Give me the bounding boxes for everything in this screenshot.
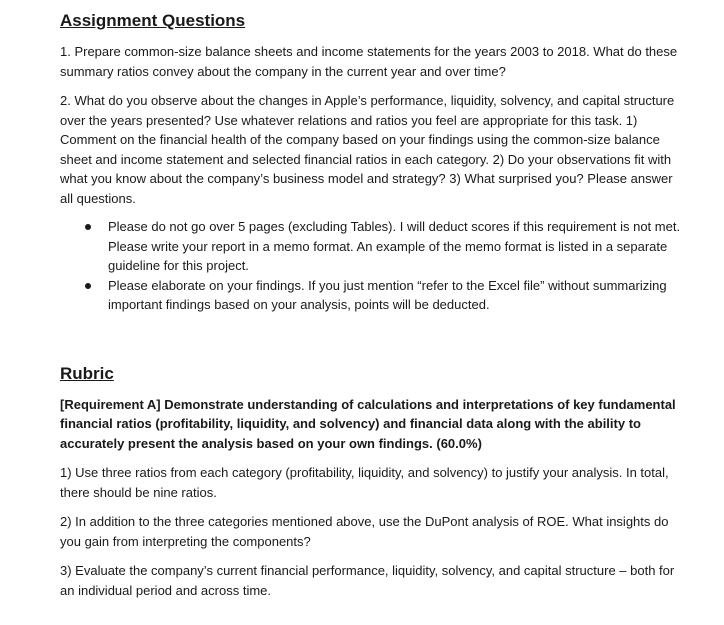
rubric-heading: Rubric (60, 363, 114, 383)
bullet-item-elaborate-findings: Please elaborate on your findings. If you just mention “refer to the Excel file” without summarizing important findings based on your analysis, points will be deducted. (60, 276, 684, 315)
rubric-item-1: 1) Use three ratios from each category (profitability, liquidity, and solvency) to justify your analysis. In total, there should be nine ratios. (60, 465, 669, 500)
rubric-item-2: 2) In addition to the three categories mentioned above, use the DuPont analysis of ROE. What insights do you gain from interpreting the components? (60, 514, 669, 549)
question-2: 2. What do you observe about the changes in Apple’s performance, liquidity, solvency, and capital structure over the years presented? Use whatever relations and ratios you feel are appropriate for this task. 1) Comment on the financial health of the company based on your findings using the common-size balance sheet and income statement and selected financial ratios in each category. 2) Do your observations fit with what you know about the company’s business model and strategy? 3) What surprised you? Please answer all questions. (60, 93, 675, 206)
requirements-bullet-list (60, 217, 684, 315)
rubric-item-3: 3) Evaluate the company’s current financial performance, liquidity, solvency, and capital structure – both for an individual period and across time. (60, 563, 675, 598)
bullet-item-page-limit: Please do not go over 5 pages (excluding Tables). I will deduct scores if this requirement is not met. Please write your report in a memo format. An example of the memo format is listed in a separate guideline for this project. (60, 217, 684, 276)
assignment-questions-heading: Assignment Questions (60, 11, 246, 30)
question-1: 1. Prepare common-size balance sheets and income statements for the years 2003 to 2018. What do these summary ratios convey about the company in the current year and over time? (60, 44, 678, 79)
requirement-a: [Requirement A] Demonstrate understanding of calculations and interpretations of key fundamental financial ratios (profitability, liquidity, and solvency) and financial data along with the ability to accurately present the analysis based on your own findings. (60.0%) (60, 396, 676, 451)
